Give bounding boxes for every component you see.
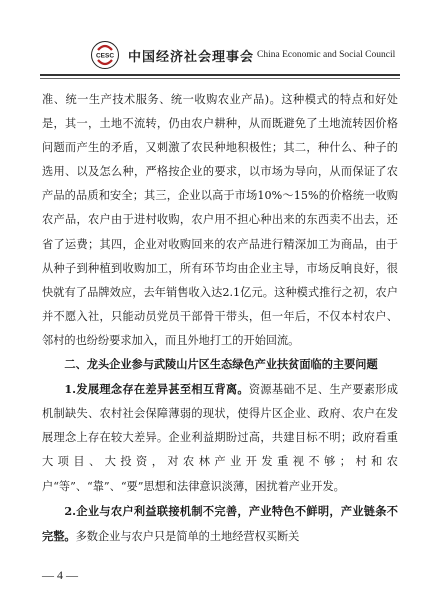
item-1-text: 资源基础不足、生产要素形成机制缺失、农村社会保障薄弱的现状，使得片区企业、政府、农户在发展理念上存在较大差异。企业利益期盼过高，共建目标不明；政府看重大项目、大投资，对农林产业开发重视不够；村和农户“等”、“靠”、“要”思想和法律意识淡薄，困扰着产业开发。	[42, 383, 398, 493]
header-rule-thick	[40, 74, 400, 76]
page-header	[90, 40, 396, 70]
org-name-cn: 中国经济社会理事会	[128, 49, 255, 65]
org-name-en: China Economic and Social Council	[257, 50, 396, 60]
paragraph-item-2	[42, 499, 398, 549]
paragraph-model-benefits: 准、统一生产技术服务、统一收购农业产品)。这种模式的特点和好处是，其一，土地不流转，仍由农户耕种，从而既避免了土地流转因价格问题而产生的矛盾，又刺激了农民种地积极性；其二，种什么、种子的选用、以及怎么种，严格按企业的要求，以市场为导向，从而保证了农产品的品质和安全；其三，企业以高于市场10%～15%的价格统一收购农产品，农户由于进村收购，农户用不担心种出来的东西卖不出去，还省了运费；其四，企业对收购回来的农产品进行精深加工为商品，由于从种子到种植到收购加工，所有环节均由企业主导，市场反响良好，很快就有了品牌效应，去年销售收入达2.1亿元。这种模式推行之初，农户并不愿入社，只能动员党员干部骨干带头，但一年后，不仅本村农户、邻村的也纷纷要求加入，而且外地打工的开始回流。	[42, 93, 398, 347]
logo-lettering: CESC	[95, 52, 115, 60]
paragraph-item-1	[42, 377, 398, 498]
page-number: — 4 —	[42, 568, 78, 582]
header-rule-thin	[40, 78, 400, 79]
section-heading-2: 二、龙头企业参与武陵山片区生态绿色产业扶贫面临的主要问题	[64, 358, 378, 372]
item-2-title: 2.企业与农户利益联接机制不完善，产业特色不鲜明，产业链条不完整。	[42, 503, 398, 543]
item-2-text: 多数企业与农户只是简单的土地经营权买断关	[75, 529, 300, 543]
page-body	[42, 88, 398, 549]
council-logo-icon	[90, 40, 120, 70]
item-1-title: 1.发展理念存在差异甚至相互背离。	[64, 382, 249, 397]
